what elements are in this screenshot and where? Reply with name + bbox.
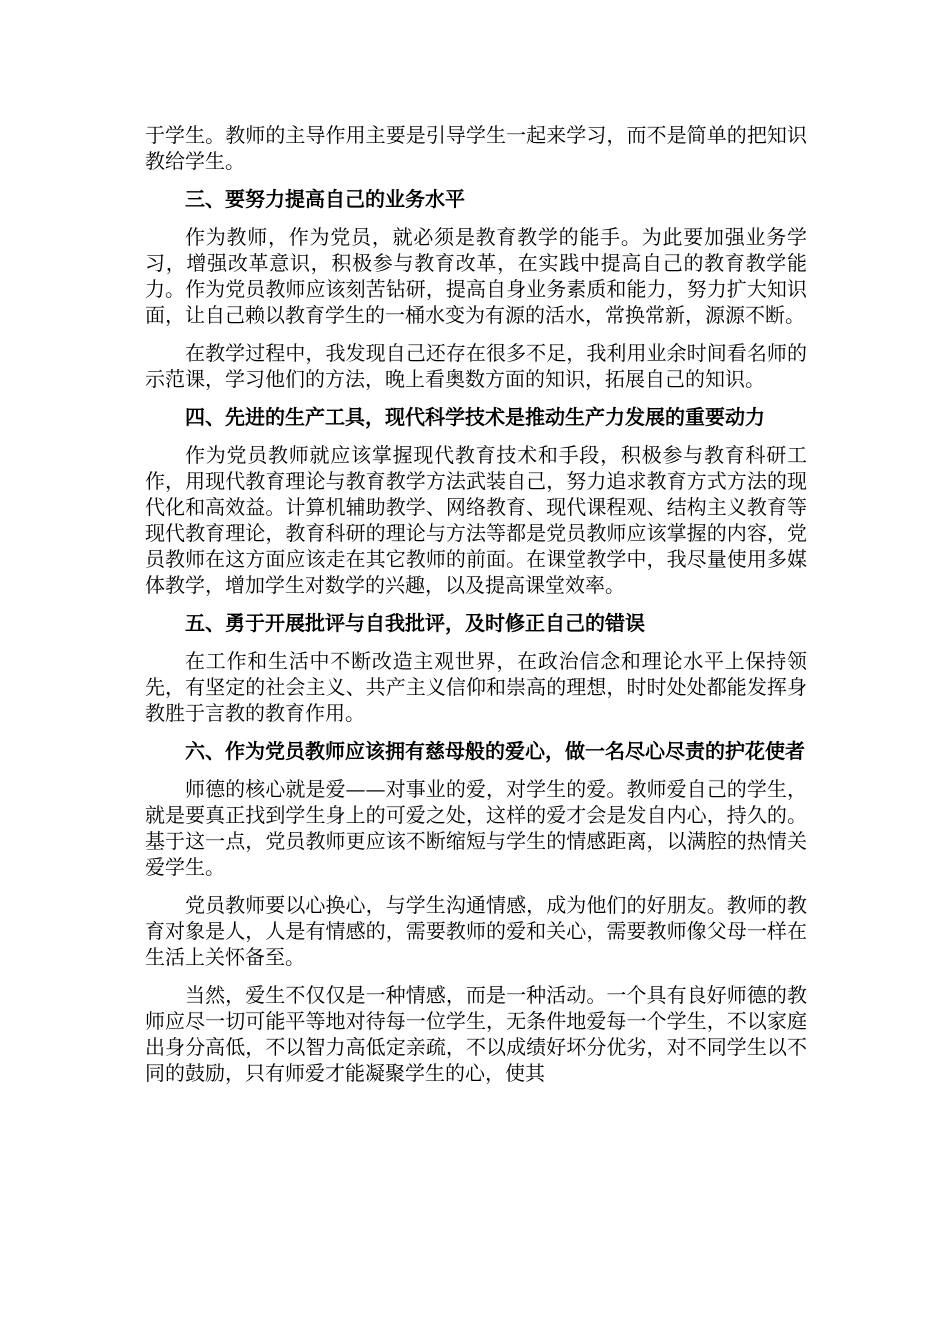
paragraph-continuation: 于学生。教师的主导作用主要是引导学生一起来学习，而不是简单的把知识教给学生。 — [145, 123, 807, 173]
section-heading-3: 三、要努力提高自己的业务水平 — [185, 187, 465, 211]
section-heading-4: 四、先进的生产工具，现代科学技术是推动生产力发展的重要动力 — [185, 405, 765, 429]
section-heading-6: 六、作为党员教师应该拥有慈母般的爱心，做一名尽心尽责的护花使者 — [185, 739, 805, 763]
paragraph: 在工作和生活中不断改造主观世界，在政治信念和理论水平上保持领先，有坚定的社会主义、共产主义信仰和崇高的理想，时时处处都能发挥身教胜于言教的教育作用。 — [145, 649, 807, 725]
paragraph: 作为党员教师就应该掌握现代教育技术和手段，积极参与教育科研工作，用现代教育理论与教育教学方法武装自己，努力追求教育方式方法的现代化和高效益。计算机辅助教学、网络教育、现代课程观、结构主义教育等现代教育理论，教育科研的理论与方法等都是党员教师应该掌握的内容，党员教师在这方面应该走在其它教师的前面。在课堂教学中，我尽量使用多媒体教学，增加学生对数学的兴趣，以及提高课堂效率。 — [145, 443, 807, 597]
paragraph: 党员教师要以心换心，与学生沟通情感，成为他们的好朋友。教师的教育对象是人，人是有情感的，需要教师的爱和关心，需要教师像父母一样在生活上关怀备至。 — [145, 893, 807, 969]
paragraph: 在教学过程中，我发现自己还存在很多不足，我利用业余时间看名师的示范课，学习他们的方法，晚上看奥数方面的知识，拓展自己的知识。 — [145, 341, 807, 391]
section-heading-5: 五、勇于开展批评与自我批评，及时修正自己的错误 — [185, 611, 645, 635]
paragraph: 师德的核心就是爱——对事业的爱，对学生的爱。教师爱自己的学生，就是要真正找到学生身上的可爱之处，这样的爱才会是发自内心，持久的。基于这一点，党员教师更应该不断缩短与学生的情感距离，以满腔的热情关爱学生。 — [145, 777, 807, 879]
paragraph: 当然，爱生不仅仅是一种情感，而是一种活动。一个具有良好师德的教师应尽一切可能平等地对待每一位学生，无条件地爱每一个学生，不以家庭出身分高低，不以智力高低定亲疏，不以成绩好坏分优劣，对不同学生以不同的鼓励，只有师爱才能凝聚学生的心，使其 — [145, 983, 807, 1085]
paragraph: 作为教师，作为党员，就必须是教育教学的能手。为此要加强业务学习，增强改革意识，积极参与教育改革，在实践中提高自己的教育教学能力。作为党员教师应该刻苦钻研，提高自身业务素质和能力，努力扩大知识面，让自己赖以教育学生的一桶水变为有源的活水，常换常新，源源不断。 — [145, 225, 807, 327]
document-page — [145, 122, 807, 1098]
